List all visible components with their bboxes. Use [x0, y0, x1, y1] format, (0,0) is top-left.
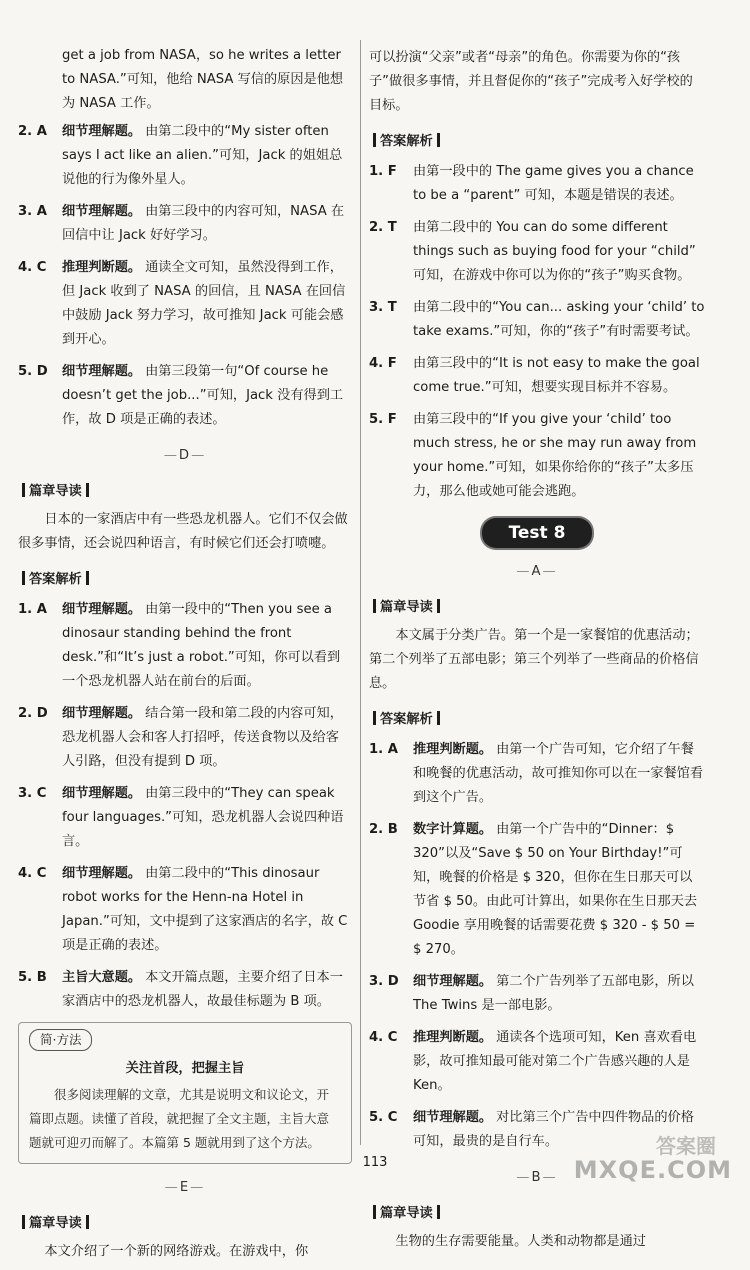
answer-number: 3. T — [369, 300, 397, 315]
answer-number: 2. D — [18, 706, 48, 721]
a-guide-text: 本文属于分类广告。第一个是一家餐馆的优惠活动；第二个列举了五部电影；第三个列举了一些商品的价格信息。 — [369, 628, 699, 691]
answer-explanation: 通读各个选项可知，Ken 喜欢看电影，故可推知最可能对第二个广告感兴趣的人是 Ken。 — [413, 1030, 697, 1093]
answer-explanation: 由第三段第一句“Of course he doesn’t get the job...”可知，Jack 没有得到工作，故 D 项是正确的表述。 — [62, 364, 344, 427]
answer-explanation: 由第一段中的“Then you see a dinosaur standing behind the front desk.”和“It’s just a robot.”可知，你可以看到一个恐龙机器人站在前台的后面。 — [62, 602, 341, 689]
question-type: 细节理解题。 — [413, 1110, 493, 1125]
answer-item — [369, 216, 705, 288]
a-guide-header: 篇章导读 — [369, 596, 444, 620]
answer-item — [369, 296, 705, 344]
answer-number: 2. A — [18, 124, 47, 139]
d-answer-header: 答案解析 — [18, 568, 93, 592]
answer-explanation: 由第二段中的 You can do some different things such as buying food for your “child” 可知，在游戏中你可以为你的“孩子”购买食物。 — [413, 220, 696, 283]
method-tip-tag: 简·方法 — [29, 1029, 92, 1051]
answer-number: 1. A — [369, 742, 398, 757]
question-type: 细节理解题。 — [62, 866, 142, 881]
part-b-label: —B— — [516, 1170, 558, 1185]
answer-item — [18, 862, 352, 958]
d-guide-text: 日本的一家酒店中有一些恐龙机器人。它们不仅会做很多事情，还会说四种语言，有时候它们还会打喷嚏。 — [18, 512, 348, 551]
page-number: 113 — [362, 1155, 388, 1170]
answer-explanation: 由第一段中的 The game gives you a chance to be a “parent” 可知，本题是错误的表述。 — [413, 164, 694, 203]
answer-number: 4. F — [369, 356, 397, 371]
watermark-text: MXQE.COM — [573, 1156, 732, 1184]
part-a-label: —A— — [516, 564, 558, 579]
d-guide-header: 篇章导读 — [18, 480, 93, 504]
answer-explanation: 由第三段中的“If you give your ‘child’ too much stress, he or she may run away from your home.”可知，如果你给你的“孩子”太多压力，那么他或她可能会逃跑。 — [413, 412, 697, 499]
answer-number: 5. D — [18, 364, 48, 379]
a-answer-list — [369, 738, 705, 1154]
answer-explanation: 通读全文可知，虽然没得到工作，但 Jack 收到了 NASA 的回信，且 NASA 在回信中鼓励 Jack 努力学习，故可推知 Jack 可能会感到开心。 — [62, 260, 346, 347]
b-guide-header: 篇章导读 — [369, 1202, 444, 1226]
answer-item — [369, 970, 705, 1018]
answer-explanation: 由第三段中的内容可知，NASA 在回信中让 Jack 好好学习。 — [62, 204, 345, 243]
question-type: 细节理解题。 — [62, 706, 142, 721]
answer-number: 4. C — [369, 1030, 398, 1045]
e-answer-list — [369, 160, 705, 504]
test-8-badge: Test 8 — [482, 518, 592, 548]
answer-item — [369, 738, 705, 810]
answer-item — [18, 782, 352, 854]
answer-item — [369, 818, 705, 962]
question-type: 细节理解题。 — [62, 204, 142, 219]
answer-number: 2. T — [369, 220, 397, 235]
method-tip-title: 关注首段，把握主旨 — [125, 1061, 245, 1076]
answer-number: 3. C — [18, 786, 47, 801]
column-divider — [360, 40, 361, 1145]
right-intro-text: 可以扮演“父亲”或者“母亲”的角色。你需要为你的“孩子”做很多事情，并且督促你的“孩子”完成考入好学校的目标。 — [369, 50, 693, 113]
answer-number: 3. D — [369, 974, 399, 989]
answer-explanation: 由第二段中的“You can... asking your ‘child’ to take exams.”可知，你的“孩子”有时需要考试。 — [413, 300, 705, 339]
answer-item — [369, 1026, 705, 1098]
answer-explanation: 结合第一段和第二段的内容可知，恐龙机器人会和客人打招呼，传送食物以及给客人引路，但没有提到 D 项。 — [62, 706, 343, 769]
answer-item — [369, 408, 705, 504]
answer-item — [18, 966, 352, 1014]
answer-explanation: 由第三段中的“They can speak four languages.”可知，恐龙机器人会说四种语言。 — [62, 786, 344, 849]
answer-item — [18, 360, 352, 432]
e-guide-header: 篇章导读 — [18, 1212, 93, 1236]
method-tip-body: 很多阅读理解的文章，尤其是说明文和议论文，开篇即点题。读懂了首段，就把握了全文主题，主旨大意题就可迎刃而解了。本篇第 5 题就用到了这个方法。 — [29, 1087, 330, 1150]
question-type: 主旨大意题。 — [62, 970, 142, 985]
question-type: 推理判断题。 — [413, 1030, 493, 1045]
answer-number: 4. C — [18, 260, 47, 275]
answer-item — [369, 352, 705, 400]
question-type: 细节理解题。 — [62, 786, 142, 801]
answer-explanation: 由第二段中的“My sister often says I act like an alien.”可知，Jack 的姐姐总说他的行为像外星人。 — [62, 124, 343, 187]
answer-item — [18, 120, 352, 192]
answer-explanation: 由第二段中的“This dinosaur robot works for the Henn-na Hotel in Japan.”可知，文中提到了这家酒店的名字，故 C 项是正确的表述。 — [62, 866, 348, 953]
question-type: 细节理解题。 — [62, 364, 142, 379]
b-guide-text: 生物的生存需要能量。人类和动物都是通过 — [395, 1234, 646, 1249]
answer-item — [18, 256, 352, 352]
answer-number: 1. F — [369, 164, 397, 179]
e-guide-text: 本文介绍了一个新的网络游戏。在游戏中，你 — [44, 1244, 309, 1259]
answer-item — [18, 702, 352, 774]
answer-explanation: 第二个广告列举了五部电影，所以 The Twins 是一部电影。 — [413, 974, 694, 1013]
answer-number: 3. A — [18, 204, 47, 219]
answer-explanation: 由第一个广告可知，它介绍了午餐和晚餐的优惠活动，故可推知你可以在一家餐馆看到这个广告。 — [413, 742, 704, 805]
question-type: 数字计算题。 — [413, 822, 493, 837]
watermark-logo — [568, 1130, 738, 1186]
question-type: 推理判断题。 — [413, 742, 493, 757]
answer-explanation: 由第三段中的“It is not easy to make the goal come true.”可知，想要实现目标并不容易。 — [413, 356, 700, 395]
answer-number: 1. A — [18, 602, 47, 617]
part-e-label: —E— — [164, 1180, 206, 1195]
answer-item — [369, 160, 705, 208]
c-answer-list — [18, 120, 352, 432]
answer-number: 2. B — [369, 822, 398, 837]
question-type: 细节理解题。 — [62, 602, 142, 617]
d-answer-list — [18, 598, 352, 1014]
method-tip-box — [18, 1022, 352, 1164]
question-type: 细节理解题。 — [413, 974, 493, 989]
answer-number: 4. C — [18, 866, 47, 881]
answer-item — [18, 598, 352, 694]
left-intro-text: get a job from NASA，so he writes a letter to NASA.”可知，他给 NASA 写信的原因是他想为 NASA 工作。 — [62, 48, 344, 111]
question-type: 细节理解题。 — [62, 124, 142, 139]
part-d-label: —D— — [163, 448, 207, 463]
answer-explanation: 本文开篇点题，主要介绍了日本一家酒店中的恐龙机器人，故最佳标题为 B 项。 — [62, 970, 343, 1009]
left-column — [18, 44, 352, 1270]
answer-item — [18, 200, 352, 248]
watermark-top-text: 答案圈 — [656, 1134, 716, 1158]
right-column — [369, 44, 705, 1260]
answer-number: 5. B — [18, 970, 47, 985]
answer-number: 5. C — [369, 1110, 398, 1125]
answer-explanation: 由第一个广告中的“Dinner：$ 320”以及“Save $ 50 on Your Birthday!”可知，晚餐的价格是 $ 320，但你在生日那天可以节省 $ 50。由此可计算出，如果你在生日那天去 Goodie 享用晚餐的话需要花费 $ 320 - $ 50 = $ 270。 — [413, 822, 698, 957]
answer-number: 5. F — [369, 412, 397, 427]
e-answer-header: 答案解析 — [369, 130, 444, 154]
a-answer-header: 答案解析 — [369, 708, 444, 732]
answer-explanation: 对比第三个广告中四件物品的价格可知，最贵的是自行车。 — [413, 1110, 694, 1149]
question-type: 推理判断题。 — [62, 260, 142, 275]
